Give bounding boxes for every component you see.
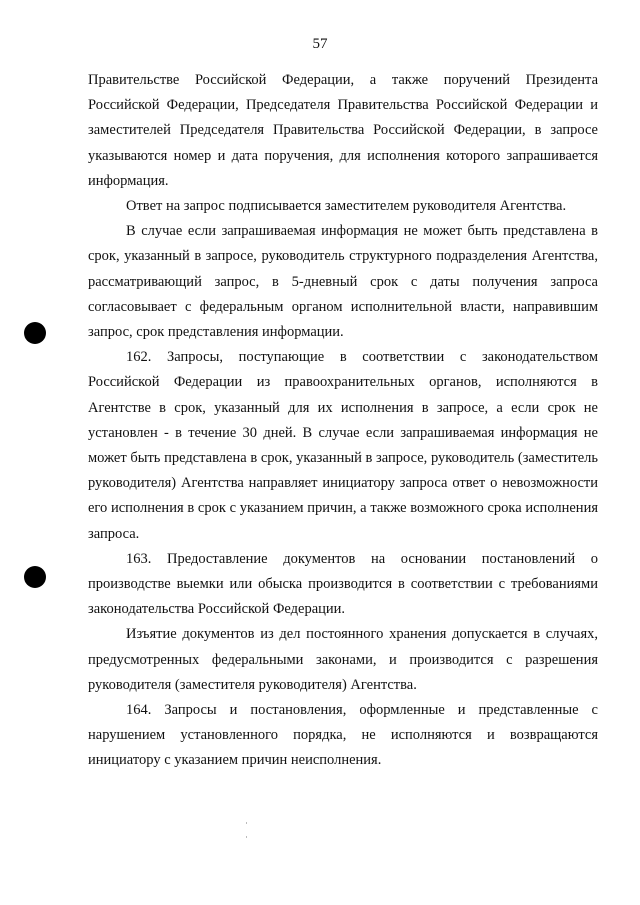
paragraph: Ответ на запрос подписывается заместителем руководителя Агентства.	[126, 198, 567, 215]
body-text	[88, 68, 598, 774]
scan-speck	[246, 822, 247, 824]
paragraph-item-163: 163. Предоставление документов на основании постановлений о производстве выемки или обыска производится в соответствии с требованиями законодательства Российской Федерации.	[88, 550, 598, 618]
scan-speck	[246, 836, 247, 838]
punch-hole-top	[24, 322, 46, 344]
paragraph: Изъятие документов из дел постоянного хранения допускается в случаях, предусмотренных федеральными законами, и производится с разрешения руководителя (заместителя руководителя) Агентства.	[88, 626, 598, 693]
paragraph-item-162: 162. Запросы, поступающие в соответствии с законодательством Российской Федерации из правоохранительных органов, исполняются в Агентстве в срок, указанный для их исполнения в запросе, а если срок не установлен - в течение 30 дней. В случае если запрашиваемая информация не может быть представлена в срок, указанный в запросе, руководитель (заместитель руководителя) Агентства направляет инициатору запроса ответ о невозможности его исполнения в срок с указанием причин, а также возможного срока исполнения запроса.	[88, 349, 598, 542]
page-number: 57	[312, 36, 328, 52]
punch-hole-bottom	[24, 566, 46, 588]
paragraph-item-164: 164. Запросы и постановления, оформленные и представленные с нарушением установленного порядка, не исполняются и возвращаются инициатору с указанием причин неисполнения.	[88, 702, 598, 769]
paragraph: Правительстве Российской Федерации, а также поручений Президента Российской Федерации, Председателя Правительства Российской Федерации и заместителей Председателя Правительства Российской Федерации, в запросе указываются номер и дата поручения, для исполнения которого запрашивается информация.	[88, 72, 598, 189]
paragraph: В случае если запрашиваемая информация не может быть представлена в срок, указанный в запросе, руководитель структурного подразделения Агентства, рассматривающий запрос, в 5-дневный срок с даты получения запроса согласовывает с федеральным органом исполнительной власти, направившим запрос, срок представления информации.	[88, 223, 598, 341]
